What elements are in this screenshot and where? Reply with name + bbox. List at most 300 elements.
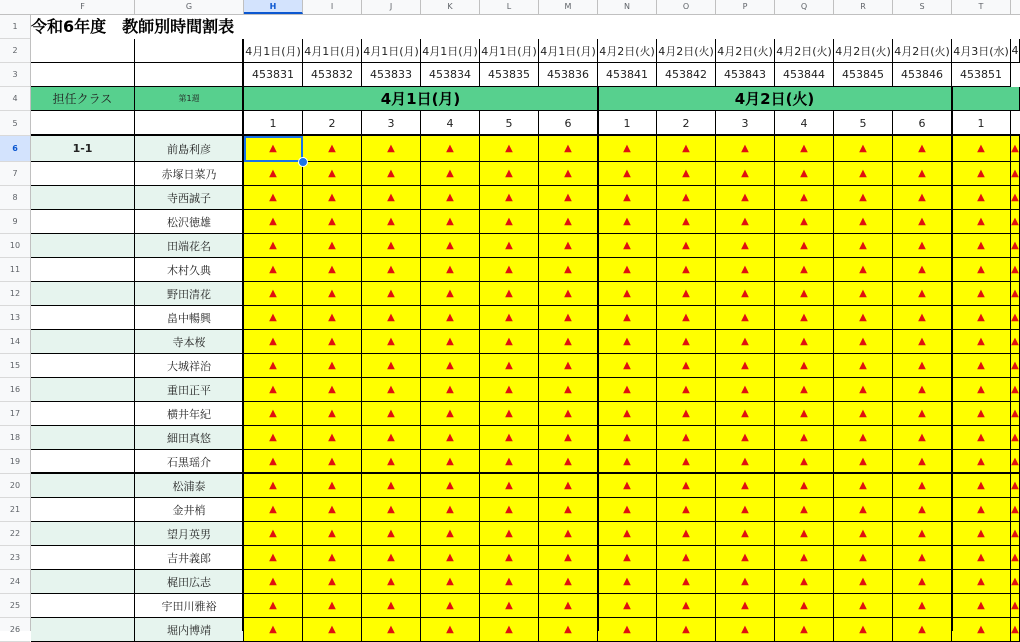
schedule-cell[interactable] (480, 186, 539, 210)
schedule-cell[interactable] (539, 282, 598, 306)
schedule-cell[interactable] (834, 450, 893, 474)
schedule-cell[interactable] (834, 186, 893, 210)
schedule-cell[interactable] (834, 594, 893, 618)
schedule-cell[interactable] (893, 186, 952, 210)
schedule-cell[interactable] (893, 546, 952, 570)
schedule-cell[interactable] (421, 354, 480, 378)
schedule-cell[interactable] (952, 402, 1011, 426)
schedule-cell[interactable] (480, 618, 539, 642)
schedule-cell[interactable] (303, 234, 362, 258)
class-cell[interactable] (31, 570, 135, 594)
column-header-N[interactable]: N (598, 0, 657, 14)
schedule-cell[interactable] (775, 186, 834, 210)
schedule-cell[interactable] (834, 258, 893, 282)
schedule-cell[interactable] (893, 594, 952, 618)
class-cell[interactable] (31, 186, 135, 210)
period-cell[interactable]: 6 (539, 111, 598, 136)
schedule-cell[interactable] (480, 594, 539, 618)
schedule-cell[interactable] (893, 474, 952, 498)
schedule-cell[interactable] (893, 210, 952, 234)
empty-cell[interactable] (135, 111, 244, 136)
schedule-cell[interactable] (775, 210, 834, 234)
schedule-cell[interactable] (657, 234, 716, 258)
code-cell[interactable]: 453843 (716, 63, 775, 87)
schedule-cell[interactable] (893, 402, 952, 426)
schedule-cell[interactable] (480, 570, 539, 594)
schedule-cell[interactable] (775, 282, 834, 306)
schedule-cell[interactable] (775, 594, 834, 618)
schedule-cell[interactable] (244, 136, 303, 162)
week-label-header[interactable]: 第1週 (135, 87, 244, 111)
schedule-cell[interactable] (716, 426, 775, 450)
schedule-cell[interactable] (952, 282, 1011, 306)
empty-cell[interactable] (31, 63, 135, 87)
teacher-name-cell[interactable]: 松沢徳雄 (135, 210, 244, 234)
schedule-cell[interactable] (421, 186, 480, 210)
schedule-cell[interactable] (362, 450, 421, 474)
schedule-cell[interactable] (362, 186, 421, 210)
schedule-cell[interactable] (657, 426, 716, 450)
date-cell[interactable]: 4月3日(水) (952, 39, 1011, 63)
schedule-cell[interactable] (893, 162, 952, 186)
day-group-header[interactable]: 4月2日(火) (598, 87, 952, 111)
schedule-cell[interactable] (893, 282, 952, 306)
schedule-cell[interactable] (480, 136, 539, 162)
period-cell[interactable]: 4 (421, 111, 480, 136)
schedule-cell[interactable] (480, 330, 539, 354)
schedule-cell[interactable] (303, 210, 362, 234)
code-cell[interactable]: 453845 (834, 63, 893, 87)
schedule-cell[interactable] (480, 306, 539, 330)
schedule-cell[interactable] (244, 402, 303, 426)
schedule-cell[interactable] (539, 354, 598, 378)
class-cell[interactable] (31, 378, 135, 402)
schedule-cell[interactable] (952, 522, 1011, 546)
schedule-cell[interactable] (244, 306, 303, 330)
teacher-name-cell[interactable]: 梶田広志 (135, 570, 244, 594)
class-cell[interactable] (31, 330, 135, 354)
schedule-cell[interactable] (598, 306, 657, 330)
class-cell[interactable] (31, 258, 135, 282)
schedule-cell[interactable] (362, 378, 421, 402)
schedule-cell[interactable] (775, 234, 834, 258)
schedule-cell[interactable] (303, 258, 362, 282)
schedule-cell[interactable] (539, 474, 598, 498)
period-cell[interactable]: 5 (480, 111, 539, 136)
schedule-cell[interactable] (421, 282, 480, 306)
schedule-cell[interactable] (362, 402, 421, 426)
schedule-cell[interactable] (244, 474, 303, 498)
schedule-cell[interactable] (421, 474, 480, 498)
period-cell[interactable]: 1 (598, 111, 657, 136)
schedule-cell[interactable] (421, 210, 480, 234)
schedule-cell[interactable] (893, 378, 952, 402)
date-cell[interactable]: 4月2日(火) (893, 39, 952, 63)
fill-handle[interactable] (298, 157, 308, 167)
schedule-cell[interactable] (362, 210, 421, 234)
schedule-cell[interactable] (362, 522, 421, 546)
schedule-cell[interactable] (716, 450, 775, 474)
schedule-cell[interactable] (244, 186, 303, 210)
code-cell[interactable]: 453831 (244, 63, 303, 87)
schedule-cell[interactable] (893, 570, 952, 594)
schedule-cell[interactable] (539, 306, 598, 330)
schedule-cell[interactable] (1011, 618, 1020, 642)
sheet-title[interactable]: 令和6年度 教師別時間割表 (31, 17, 235, 36)
schedule-cell[interactable] (1011, 522, 1020, 546)
schedule-cell[interactable] (657, 186, 716, 210)
schedule-cell[interactable] (598, 210, 657, 234)
schedule-cell[interactable] (775, 498, 834, 522)
date-cell[interactable]: 4月2日(火) (775, 39, 834, 63)
schedule-cell[interactable] (421, 306, 480, 330)
schedule-cell[interactable] (303, 426, 362, 450)
schedule-cell[interactable] (539, 378, 598, 402)
row-header-19[interactable]: 19 (0, 450, 30, 474)
period-cell[interactable]: 3 (362, 111, 421, 136)
schedule-cell[interactable] (657, 136, 716, 162)
row-header-9[interactable]: 9 (0, 210, 30, 234)
day-group-header[interactable]: 4月1日(月) (244, 87, 598, 111)
period-cell[interactable]: 3 (716, 111, 775, 136)
schedule-cell[interactable] (303, 186, 362, 210)
schedule-cell[interactable] (480, 474, 539, 498)
class-cell[interactable] (31, 234, 135, 258)
class-cell[interactable] (31, 474, 135, 498)
schedule-cell[interactable] (834, 522, 893, 546)
column-header-K[interactable]: K (421, 0, 480, 14)
schedule-cell[interactable] (421, 258, 480, 282)
class-cell[interactable] (31, 282, 135, 306)
code-cell[interactable]: 453841 (598, 63, 657, 87)
schedule-cell[interactable] (480, 354, 539, 378)
schedule-cell[interactable] (421, 594, 480, 618)
column-header-I[interactable]: I (303, 0, 362, 14)
code-cell[interactable]: 453833 (362, 63, 421, 87)
schedule-cell[interactable] (775, 522, 834, 546)
schedule-cell[interactable] (539, 570, 598, 594)
code-cell[interactable]: 453836 (539, 63, 598, 87)
schedule-cell[interactable] (480, 162, 539, 186)
teacher-name-cell[interactable]: 重田正平 (135, 378, 244, 402)
schedule-cell[interactable] (834, 402, 893, 426)
schedule-cell[interactable] (716, 402, 775, 426)
schedule-cell[interactable] (834, 162, 893, 186)
class-cell[interactable] (31, 306, 135, 330)
schedule-cell[interactable] (657, 618, 716, 642)
schedule-cell[interactable] (421, 426, 480, 450)
schedule-cell[interactable] (598, 136, 657, 162)
schedule-cell[interactable] (598, 618, 657, 642)
schedule-cell[interactable] (657, 330, 716, 354)
schedule-cell[interactable] (952, 162, 1011, 186)
schedule-cell[interactable] (244, 570, 303, 594)
schedule-cell[interactable] (1011, 258, 1020, 282)
schedule-cell[interactable] (421, 378, 480, 402)
teacher-name-cell[interactable]: 石黒瑶介 (135, 450, 244, 474)
schedule-cell[interactable] (716, 162, 775, 186)
schedule-cell[interactable] (244, 522, 303, 546)
class-cell[interactable] (31, 618, 135, 642)
period-cell[interactable]: 2 (657, 111, 716, 136)
teacher-name-cell[interactable]: 野田清花 (135, 282, 244, 306)
schedule-cell[interactable] (480, 234, 539, 258)
schedule-cell[interactable] (244, 594, 303, 618)
schedule-cell[interactable] (244, 618, 303, 642)
teacher-name-cell[interactable]: 金井梢 (135, 498, 244, 522)
schedule-cell[interactable] (244, 426, 303, 450)
schedule-cell[interactable] (598, 354, 657, 378)
column-header-F[interactable]: F (31, 0, 135, 14)
schedule-cell[interactable] (1011, 136, 1020, 162)
class-cell[interactable] (31, 522, 135, 546)
schedule-cell[interactable] (480, 522, 539, 546)
schedule-cell[interactable] (952, 426, 1011, 450)
schedule-cell[interactable] (893, 330, 952, 354)
period-cell[interactable]: 1 (244, 111, 303, 136)
schedule-cell[interactable] (598, 522, 657, 546)
row-header-12[interactable]: 12 (0, 282, 30, 306)
schedule-cell[interactable] (952, 234, 1011, 258)
schedule-cell[interactable] (421, 522, 480, 546)
teacher-name-cell[interactable]: 前島利彦 (135, 136, 244, 162)
teacher-name-cell[interactable]: 寺本桜 (135, 330, 244, 354)
schedule-cell[interactable] (775, 306, 834, 330)
schedule-cell[interactable] (303, 354, 362, 378)
row-header-22[interactable]: 22 (0, 522, 30, 546)
schedule-cell[interactable] (421, 450, 480, 474)
schedule-cell[interactable] (834, 354, 893, 378)
schedule-cell[interactable] (480, 210, 539, 234)
schedule-cell[interactable] (952, 354, 1011, 378)
schedule-cell[interactable] (893, 354, 952, 378)
schedule-cell[interactable] (303, 570, 362, 594)
schedule-cell[interactable] (362, 162, 421, 186)
schedule-cell[interactable] (303, 162, 362, 186)
schedule-cell[interactable] (539, 330, 598, 354)
schedule-cell[interactable] (834, 378, 893, 402)
schedule-cell[interactable] (1011, 474, 1020, 498)
schedule-cell[interactable] (244, 354, 303, 378)
schedule-cell[interactable] (952, 186, 1011, 210)
schedule-cell[interactable] (657, 450, 716, 474)
schedule-cell[interactable] (244, 258, 303, 282)
schedule-cell[interactable] (775, 570, 834, 594)
schedule-cell[interactable] (303, 474, 362, 498)
class-cell[interactable] (31, 498, 135, 522)
schedule-cell[interactable] (1011, 210, 1020, 234)
schedule-cell[interactable] (1011, 234, 1020, 258)
schedule-cell[interactable] (1011, 330, 1020, 354)
row-header-10[interactable]: 10 (0, 234, 30, 258)
schedule-cell[interactable] (952, 546, 1011, 570)
schedule-cell[interactable] (952, 210, 1011, 234)
teacher-name-cell[interactable]: 木村久典 (135, 258, 244, 282)
schedule-cell[interactable] (421, 330, 480, 354)
schedule-cell[interactable] (362, 330, 421, 354)
empty-cell[interactable] (31, 39, 135, 63)
date-cell[interactable]: 4月1日(月) (539, 39, 598, 63)
schedule-cell[interactable] (362, 354, 421, 378)
schedule-cell[interactable] (480, 258, 539, 282)
schedule-cell[interactable] (303, 450, 362, 474)
schedule-cell[interactable] (303, 618, 362, 642)
schedule-cell[interactable] (480, 450, 539, 474)
column-header-R[interactable]: R (834, 0, 893, 14)
schedule-cell[interactable] (598, 594, 657, 618)
schedule-cell[interactable] (1011, 402, 1020, 426)
schedule-cell[interactable] (1011, 378, 1020, 402)
date-cell[interactable]: 4月2日(火) (657, 39, 716, 63)
class-cell[interactable] (31, 546, 135, 570)
schedule-cell[interactable] (539, 426, 598, 450)
schedule-cell[interactable] (244, 546, 303, 570)
schedule-cell[interactable] (952, 498, 1011, 522)
schedule-cell[interactable] (716, 546, 775, 570)
schedule-cell[interactable] (362, 498, 421, 522)
schedule-cell[interactable] (775, 378, 834, 402)
row-header-6[interactable]: 6 (0, 136, 30, 162)
schedule-cell[interactable] (775, 450, 834, 474)
class-cell[interactable] (31, 594, 135, 618)
period-cell[interactable]: 1 (952, 111, 1011, 136)
schedule-cell[interactable] (775, 546, 834, 570)
schedule-cell[interactable] (539, 522, 598, 546)
schedule-cell[interactable] (952, 570, 1011, 594)
schedule-cell[interactable] (716, 136, 775, 162)
schedule-cell[interactable] (539, 234, 598, 258)
schedule-cell[interactable] (362, 234, 421, 258)
empty-cell[interactable] (135, 39, 244, 63)
schedule-cell[interactable] (775, 618, 834, 642)
schedule-cell[interactable] (716, 378, 775, 402)
schedule-cell[interactable] (303, 306, 362, 330)
schedule-cell[interactable] (952, 474, 1011, 498)
teacher-name-cell[interactable]: 赤塚日菜乃 (135, 162, 244, 186)
schedule-cell[interactable] (834, 426, 893, 450)
teacher-name-cell[interactable]: 田端花名 (135, 234, 244, 258)
schedule-cell[interactable] (834, 282, 893, 306)
class-cell[interactable] (31, 402, 135, 426)
schedule-cell[interactable] (539, 450, 598, 474)
schedule-cell[interactable] (1011, 570, 1020, 594)
teacher-name-cell[interactable]: 堀内博靖 (135, 618, 244, 642)
code-cell[interactable]: 453832 (303, 63, 362, 87)
schedule-cell[interactable] (598, 546, 657, 570)
schedule-cell[interactable] (716, 474, 775, 498)
schedule-cell[interactable] (539, 162, 598, 186)
schedule-cell[interactable] (952, 136, 1011, 162)
schedule-cell[interactable] (952, 330, 1011, 354)
schedule-cell[interactable] (716, 282, 775, 306)
row-header-2[interactable]: 2 (0, 39, 30, 63)
schedule-cell[interactable] (539, 136, 598, 162)
teacher-name-cell[interactable]: 畠中暢興 (135, 306, 244, 330)
schedule-cell[interactable] (716, 618, 775, 642)
schedule-cell[interactable] (893, 498, 952, 522)
class-label-header[interactable]: 担任クラス (31, 87, 135, 111)
date-cell[interactable]: 4月1日(月) (480, 39, 539, 63)
code-cell[interactable]: 453844 (775, 63, 834, 87)
column-header-J[interactable]: J (362, 0, 421, 14)
schedule-cell[interactable] (657, 498, 716, 522)
schedule-cell[interactable] (362, 594, 421, 618)
code-cell[interactable]: 453851 (952, 63, 1011, 87)
schedule-cell[interactable] (244, 498, 303, 522)
schedule-cell[interactable] (657, 162, 716, 186)
schedule-cell[interactable] (421, 402, 480, 426)
schedule-cell[interactable] (834, 306, 893, 330)
schedule-cell[interactable] (303, 136, 362, 162)
schedule-cell[interactable] (539, 258, 598, 282)
schedule-cell[interactable] (893, 522, 952, 546)
date-cell[interactable]: 4月2日(火) (716, 39, 775, 63)
row-header-24[interactable]: 24 (0, 570, 30, 594)
schedule-cell[interactable] (1011, 282, 1020, 306)
schedule-cell[interactable] (657, 258, 716, 282)
class-cell[interactable] (31, 450, 135, 474)
row-header-1[interactable]: 1 (0, 15, 30, 39)
period-cell[interactable]: 2 (303, 111, 362, 136)
schedule-cell[interactable] (952, 618, 1011, 642)
schedule-cell[interactable] (303, 522, 362, 546)
schedule-cell[interactable] (775, 136, 834, 162)
schedule-cell[interactable] (244, 234, 303, 258)
schedule-cell[interactable] (480, 546, 539, 570)
schedule-cell[interactable] (1011, 594, 1020, 618)
schedule-cell[interactable] (775, 474, 834, 498)
row-header-17[interactable]: 17 (0, 402, 30, 426)
schedule-cell[interactable] (834, 330, 893, 354)
row-header-20[interactable]: 20 (0, 474, 30, 498)
period-cell[interactable]: 6 (893, 111, 952, 136)
schedule-cell[interactable] (657, 210, 716, 234)
schedule-cell[interactable] (716, 210, 775, 234)
schedule-cell[interactable] (716, 258, 775, 282)
teacher-name-cell[interactable]: 大城祥治 (135, 354, 244, 378)
date-cell[interactable]: 4 (1011, 39, 1020, 63)
class-cell[interactable] (31, 426, 135, 450)
schedule-cell[interactable] (716, 594, 775, 618)
teacher-name-cell[interactable]: 望月英男 (135, 522, 244, 546)
schedule-cell[interactable] (244, 330, 303, 354)
schedule-cell[interactable] (598, 186, 657, 210)
row-header-21[interactable]: 21 (0, 498, 30, 522)
row-header-13[interactable]: 13 (0, 306, 30, 330)
column-header-O[interactable]: O (657, 0, 716, 14)
schedule-cell[interactable] (598, 282, 657, 306)
schedule-cell[interactable] (244, 378, 303, 402)
schedule-cell[interactable] (834, 570, 893, 594)
schedule-cell[interactable] (303, 594, 362, 618)
schedule-cell[interactable] (775, 402, 834, 426)
schedule-cell[interactable] (657, 354, 716, 378)
schedule-cell[interactable] (480, 282, 539, 306)
row-header-3[interactable]: 3 (0, 63, 30, 87)
schedule-cell[interactable] (1011, 186, 1020, 210)
schedule-cell[interactable] (244, 450, 303, 474)
row-header-7[interactable]: 7 (0, 162, 30, 186)
date-cell[interactable]: 4月2日(火) (834, 39, 893, 63)
schedule-cell[interactable] (598, 450, 657, 474)
schedule-cell[interactable] (716, 522, 775, 546)
schedule-cell[interactable] (1011, 306, 1020, 330)
schedule-cell[interactable] (834, 618, 893, 642)
row-header-23[interactable]: 23 (0, 546, 30, 570)
schedule-cell[interactable] (834, 136, 893, 162)
period-cell[interactable]: 5 (834, 111, 893, 136)
column-header-L[interactable]: L (480, 0, 539, 14)
